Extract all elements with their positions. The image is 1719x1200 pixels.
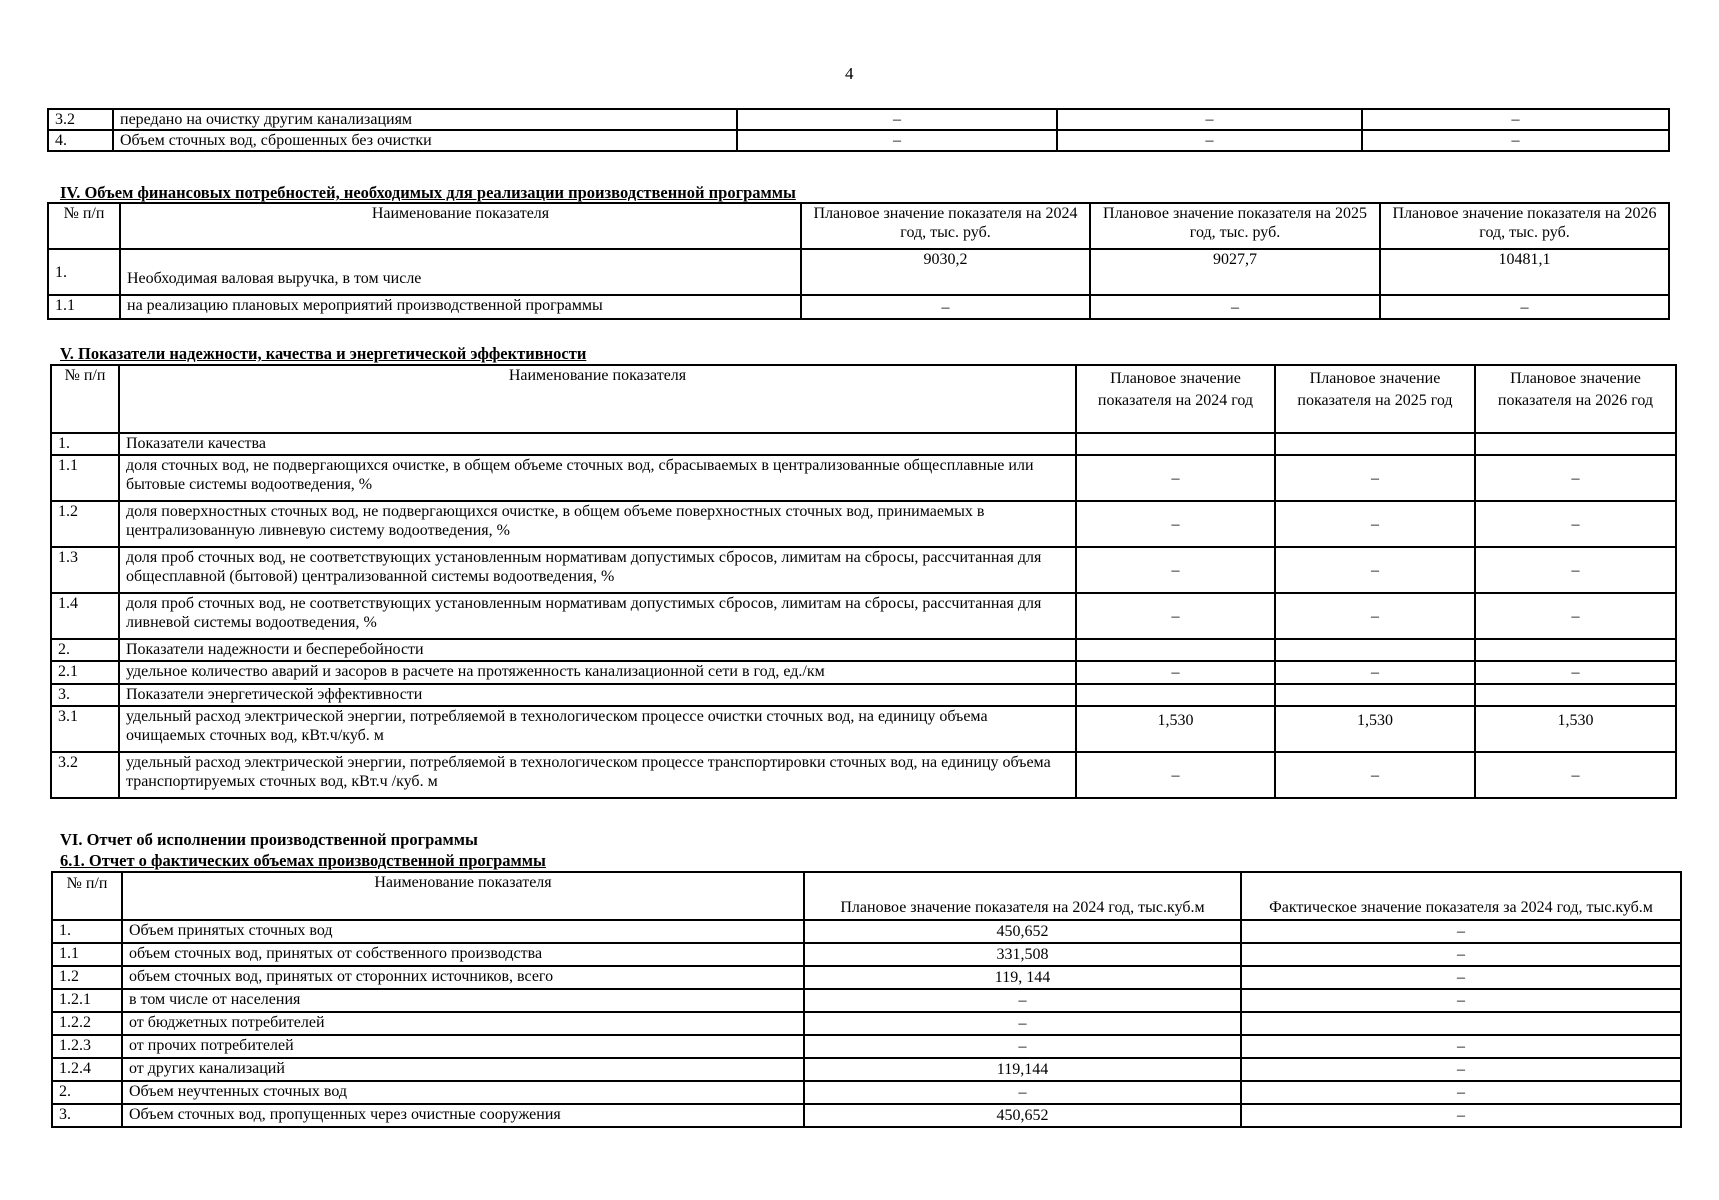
row-name: Объем сточных вод, пропущенных через очистные сооружения: [122, 1104, 804, 1127]
section-5-title: V. Показатели надежности, качества и энергетической эффективности: [60, 344, 587, 363]
table-row: [48, 130, 1669, 151]
row-number: 1.1: [48, 295, 120, 319]
row-number: 1.2: [51, 501, 119, 547]
page-number: 4: [845, 64, 854, 83]
plan-value: 331,508: [804, 943, 1241, 966]
row-name: объем сточных вод, принятых от сторонних источников, всего: [122, 966, 804, 989]
header-num: № п/п: [52, 872, 122, 920]
header-2024: Плановое значение показателя на 2024 год, тыс. руб.: [801, 203, 1090, 249]
row-number: 2.: [51, 639, 119, 661]
value-cell: –: [737, 130, 1057, 151]
row-number: 1.2: [52, 966, 122, 989]
table-row: [51, 547, 1676, 593]
table-header-row: [52, 872, 1681, 920]
row-name: доля проб сточных вод, не соответствующих установленным нормативам допустимых сбросов, лимитам на сбросы, рассчитанная для общесплавной (бытовой) централизованной системы водоотведения, %: [119, 547, 1076, 593]
value-cell: –: [1475, 547, 1676, 593]
section-6-title: VI. Отчет об исполнении производственной программы: [60, 830, 478, 849]
header-plan: Плановое значение показателя на 2024 год, тыс.куб.м: [804, 872, 1241, 920]
value-cell: –: [1275, 752, 1475, 798]
row-number: 3.: [52, 1104, 122, 1127]
section-6-subtitle: 6.1. Отчет о фактических объемах производственной программы: [60, 851, 546, 870]
value-cell: [1076, 639, 1275, 661]
row-number: 2.: [52, 1081, 122, 1104]
value-cell: –: [1475, 501, 1676, 547]
table-header-row: [48, 203, 1669, 249]
header-2026: Плановое значение показателя на 2026 год, тыс. руб.: [1380, 203, 1669, 249]
value-cell: –: [1475, 593, 1676, 639]
value-cell: [1076, 684, 1275, 706]
fact-value: –: [1241, 1081, 1681, 1104]
table-header-row: [51, 365, 1676, 433]
row-name: удельный расход электрической энергии, потребляемой в технологическом процессе транспортировки сточных вод, на единицу объема транспортируемых сточных вод, кВт.ч /куб. м: [119, 752, 1076, 798]
table-row: [52, 1104, 1681, 1127]
table-row: [52, 1035, 1681, 1058]
header-name: Наименование показателя: [122, 872, 804, 920]
top-continuation-table: [47, 108, 1670, 152]
value-cell: [1475, 433, 1676, 455]
fact-value: –: [1241, 966, 1681, 989]
value-cell: –: [1076, 752, 1275, 798]
table-row: [51, 684, 1676, 706]
plan-value: –: [804, 1012, 1241, 1035]
table-row: [51, 433, 1676, 455]
section-4-title: IV. Объем финансовых потребностей, необходимых для реализации производственной программы: [60, 183, 796, 202]
value-cell: –: [1057, 130, 1362, 151]
value-cell: 1,530: [1275, 706, 1475, 752]
plan-value: –: [804, 1081, 1241, 1104]
table-row: [51, 752, 1676, 798]
table-row: [52, 943, 1681, 966]
value-cell: [1275, 684, 1475, 706]
value-cell: –: [1362, 109, 1669, 130]
fact-value: –: [1241, 920, 1681, 943]
row-number: 1.2.4: [52, 1058, 122, 1081]
plan-value: 119, 144: [804, 966, 1241, 989]
value-cell: 1,530: [1076, 706, 1275, 752]
fact-value: –: [1241, 1104, 1681, 1127]
table-row: [52, 989, 1681, 1012]
value-cell: –: [1275, 661, 1475, 684]
row-number: 1.2.3: [52, 1035, 122, 1058]
value-cell: –: [801, 295, 1090, 319]
value-cell: –: [1275, 593, 1475, 639]
header-2026: Плановое значение показателя на 2026 год: [1475, 365, 1676, 433]
value-cell: –: [1076, 501, 1275, 547]
fact-value: –: [1241, 943, 1681, 966]
value-cell: [1475, 684, 1676, 706]
row-number: 1.: [51, 433, 119, 455]
row-name: от других канализаций: [122, 1058, 804, 1081]
row-name: Показатели надежности и бесперебойности: [119, 639, 1076, 661]
fact-value: –: [1241, 1035, 1681, 1058]
row-name: удельный расход электрической энергии, потребляемой в технологическом процессе очистки сточных вод, на единицу объема очищаемых сточных вод, кВт.ч/куб. м: [119, 706, 1076, 752]
section-6-table: [51, 871, 1682, 1128]
value-cell: –: [1076, 661, 1275, 684]
value-cell: –: [1380, 295, 1669, 319]
table-row: [51, 455, 1676, 501]
header-num: № п/п: [48, 203, 120, 249]
value-cell: –: [1362, 130, 1669, 151]
plan-value: –: [804, 1035, 1241, 1058]
value-cell: 9030,2: [801, 249, 1090, 295]
header-num: № п/п: [51, 365, 119, 433]
row-number: 3.: [51, 684, 119, 706]
value-cell: –: [1275, 501, 1475, 547]
value-cell: –: [1475, 455, 1676, 501]
row-number: 1.: [48, 249, 120, 295]
row-number: 2.1: [51, 661, 119, 684]
row-name: объем сточных вод, принятых от собственного производства: [122, 943, 804, 966]
table-row: [52, 1012, 1681, 1035]
header-name: Наименование показателя: [120, 203, 801, 249]
table-row: [52, 920, 1681, 943]
value-cell: 9027,7: [1090, 249, 1380, 295]
row-number: 1.2.2: [52, 1012, 122, 1035]
row-name: Необходимая валовая выручка, в том числе: [120, 249, 801, 295]
row-number: 1.2.1: [52, 989, 122, 1012]
row-name: доля поверхностных сточных вод, не подвергающихся очистке, в общем объеме поверхностных сточных вод, принимаемых в централизованную ливневую систему водоотведения, %: [119, 501, 1076, 547]
row-name: Объем сточных вод, сброшенных без очистки: [113, 130, 737, 151]
value-cell: –: [1057, 109, 1362, 130]
table-row: [48, 249, 1669, 295]
value-cell: –: [1275, 547, 1475, 593]
fact-value: –: [1241, 989, 1681, 1012]
row-name: доля сточных вод, не подвергающихся очистке, в общем объеме сточных вод, сбрасываемых в централизованные общесплавные или бытовые системы водоотведения, %: [119, 455, 1076, 501]
table-row: [51, 706, 1676, 752]
row-number: 1.4: [51, 593, 119, 639]
fact-value: –: [1241, 1058, 1681, 1081]
plan-value: 450,652: [804, 920, 1241, 943]
row-number: 1.1: [51, 455, 119, 501]
table-row: [52, 1058, 1681, 1081]
row-name: в том числе от населения: [122, 989, 804, 1012]
value-cell: –: [1076, 547, 1275, 593]
plan-value: 119,144: [804, 1058, 1241, 1081]
value-cell: [1275, 639, 1475, 661]
section-4-table: [47, 202, 1670, 320]
value-cell: [1076, 433, 1275, 455]
row-number: 3.2: [48, 109, 113, 130]
row-name: передано на очистку другим канализациям: [113, 109, 737, 130]
table-row: [51, 661, 1676, 684]
row-name: Объем неучтенных сточных вод: [122, 1081, 804, 1104]
row-number: 1.: [52, 920, 122, 943]
value-cell: 1,530: [1475, 706, 1676, 752]
value-cell: –: [1475, 661, 1676, 684]
row-number: 1.1: [52, 943, 122, 966]
table-row: [48, 295, 1669, 319]
plan-value: –: [804, 989, 1241, 1012]
header-fact: Фактическое значение показателя за 2024 год, тыс.куб.м: [1241, 872, 1681, 920]
table-row: [51, 593, 1676, 639]
row-name: удельное количество аварий и засоров в расчете на протяженность канализационной сети в год, ед./км: [119, 661, 1076, 684]
table-row: [51, 501, 1676, 547]
value-cell: –: [1090, 295, 1380, 319]
value-cell: –: [1076, 455, 1275, 501]
value-cell: 10481,1: [1380, 249, 1669, 295]
row-number: 1.3: [51, 547, 119, 593]
row-name: Показатели энергетической эффективности: [119, 684, 1076, 706]
row-name: Объем принятых сточных вод: [122, 920, 804, 943]
row-number: 3.1: [51, 706, 119, 752]
row-number: 3.2: [51, 752, 119, 798]
table-row: [51, 639, 1676, 661]
fact-value: [1241, 1012, 1681, 1035]
row-name: Показатели качества: [119, 433, 1076, 455]
table-row: [48, 109, 1669, 130]
row-name: от прочих потребителей: [122, 1035, 804, 1058]
value-cell: –: [1076, 593, 1275, 639]
row-name: на реализацию плановых мероприятий производственной программы: [120, 295, 801, 319]
value-cell: –: [1275, 455, 1475, 501]
row-number: 4.: [48, 130, 113, 151]
header-2025: Плановое значение показателя на 2025 год, тыс. руб.: [1090, 203, 1380, 249]
table-row: [52, 966, 1681, 989]
value-cell: –: [1475, 752, 1676, 798]
row-name: от бюджетных потребителей: [122, 1012, 804, 1035]
header-name: Наименование показателя: [119, 365, 1076, 433]
value-cell: [1275, 433, 1475, 455]
row-name: доля проб сточных вод, не соответствующих установленным нормативам допустимых сбросов, лимитам на сбросы, рассчитанная для ливневой системы водоотведения, %: [119, 593, 1076, 639]
plan-value: 450,652: [804, 1104, 1241, 1127]
table-row: [52, 1081, 1681, 1104]
header-2025: Плановое значение показателя на 2025 год: [1275, 365, 1475, 433]
value-cell: [1475, 639, 1676, 661]
header-2024: Плановое значение показателя на 2024 год: [1076, 365, 1275, 433]
section-5-table: [50, 364, 1677, 799]
value-cell: –: [737, 109, 1057, 130]
